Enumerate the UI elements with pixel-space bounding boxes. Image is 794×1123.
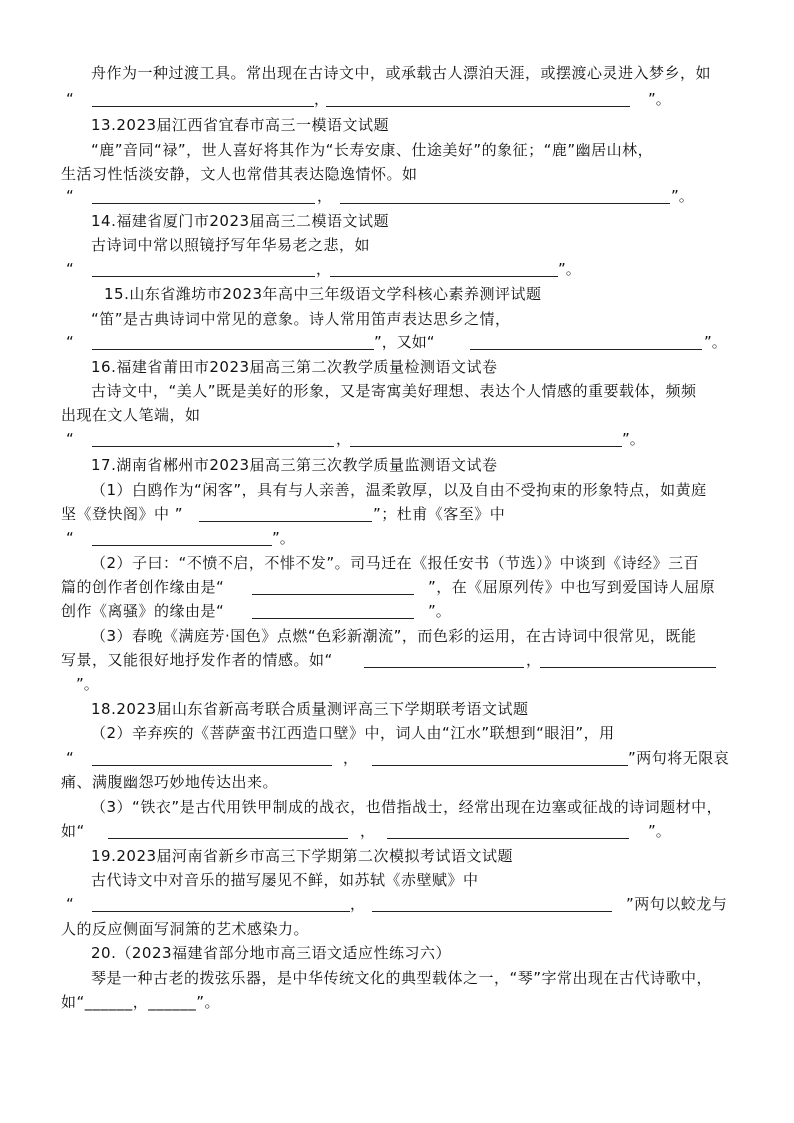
text-line: 如“ — [61, 822, 85, 840]
answer-blank[interactable] — [92, 203, 315, 204]
text-line: （3）“铁衣”是古代用铁甲制成的战衣，也借指战士，经常出现在边塞或征战的诗词题材中， — [91, 798, 723, 816]
answer-blank[interactable] — [326, 106, 630, 107]
answer-blank[interactable] — [92, 276, 315, 277]
close-quote-period: ”。 — [428, 602, 451, 620]
youru-text: ”，又如“ — [374, 333, 435, 351]
text-line: 痛、满腹幽怨巧妙地传达出来。 — [61, 773, 279, 791]
text-line: 篇的创作者创作缘由是“ — [61, 578, 225, 596]
answer-blank[interactable] — [92, 911, 350, 912]
answer-blank[interactable] — [252, 618, 414, 619]
answer-blank[interactable] — [470, 349, 702, 350]
close-quote-period: ”。 — [648, 822, 671, 840]
text-line: 如“______，______”。 — [61, 993, 221, 1011]
answer-blank[interactable] — [92, 349, 374, 350]
open-quote: “ — [66, 187, 74, 205]
text-line: “笛”是古典诗词中常见的意象。诗人常用笛声表达思乡之情， — [91, 310, 511, 328]
answer-blank[interactable] — [387, 838, 629, 839]
question-heading: 18.2023届山东省新高考联合质量测评高三下学期联考语文试题 — [91, 700, 529, 718]
comma: ， — [317, 187, 333, 205]
text-line: （1）白鸥作为“闲客”，具有与人亲善，温柔敦厚，以及自由不受拘束的形象特点，如黄庭 — [91, 481, 707, 499]
close-quote-period: ”。 — [558, 260, 581, 278]
comma: ， — [360, 822, 376, 840]
text-line: ”两句以蛟龙与 — [626, 895, 728, 913]
text-line: 古诗文中，“美人”既是美好的形象，又是寄寓美好理想、表达个人情感的重要载体，频频 — [91, 382, 697, 400]
question-heading: 20.（2023福建省部分地市高三语文适应性练习六） — [91, 944, 452, 962]
text-line: 写景，又能很好地抒发作者的情感。如“ — [61, 651, 333, 669]
text-line: 古诗词中常以照镜抒写年华易老之悲，如 — [91, 236, 371, 254]
answer-blank[interactable] — [350, 446, 622, 447]
close-quote-period: ”。 — [76, 675, 99, 693]
answer-blank[interactable] — [199, 521, 372, 522]
text-line: “鹿”音同“禄”，世人喜好将其作为“长寿安康、仕途美好”的象征；“鹿”幽居山林， — [91, 141, 654, 159]
open-quote: “ — [66, 260, 74, 278]
text-line: 生活习性恬淡安静，文人也常借其表达隐逸情怀。如 — [61, 165, 418, 183]
comma: ， — [526, 651, 542, 669]
open-quote: “ — [66, 430, 74, 448]
answer-blank[interactable] — [252, 594, 414, 595]
answer-blank[interactable] — [364, 667, 524, 668]
comma: ， — [316, 260, 332, 278]
answer-blank[interactable] — [92, 106, 314, 107]
answer-blank[interactable] — [92, 545, 272, 546]
text-line: 舟作为一种过渡工具。常出现在古诗文中，或承载古人漂泊天涯，或摆渡心灵进入梦乡，如 — [91, 64, 712, 82]
open-quote: “ — [66, 529, 74, 547]
text-line: ”，在《屈原列传》中也写到爱国诗人屈原 — [428, 578, 716, 596]
text-line: ”两句将无限哀 — [628, 749, 730, 767]
open-quote: “ — [66, 333, 74, 351]
question-heading: 16.福建省莆田市2023届高三第二次教学质量检测语文试卷 — [91, 358, 498, 376]
text-line: 琴是一种古老的拨弦乐器，是中华传统文化的典型载体之一，“琴”字常出现在古代诗歌中， — [91, 969, 713, 987]
text-line: 人的反应侧面写洞箫的艺术感染力。 — [61, 920, 310, 938]
comma: ， — [314, 90, 330, 108]
close-quote-period: ”。 — [622, 430, 645, 448]
answer-blank[interactable] — [540, 667, 716, 668]
answer-blank[interactable] — [330, 276, 558, 277]
question-heading: 19.2023届河南省新乡市高三下学期第二次模拟考试语文试题 — [91, 847, 514, 865]
text-line: 古代诗文中对音乐的描写屡见不鲜，如苏轼《赤壁赋》中 — [91, 871, 479, 889]
answer-blank[interactable] — [340, 203, 670, 204]
answer-blank[interactable] — [108, 838, 348, 839]
question-heading: 15.山东省潍坊市2023年高中三年级语文学科核心素养测评试题 — [104, 285, 542, 303]
text-line: 出现在文人笔端，如 — [61, 406, 201, 424]
answer-blank[interactable] — [92, 446, 334, 447]
text-line: ”；杜甫《客至》中 — [373, 505, 506, 523]
text-line: （2）子曰：“不愤不启，不悱不发”。司马迁在《报任安书（节选）》中谈到《诗经》三百 — [91, 554, 700, 572]
question-heading: 17.湖南省郴州市2023届高三第三次教学质量监测语文试卷 — [91, 456, 498, 474]
text-line: 创作《离骚》的缘由是“ — [61, 602, 225, 620]
text-line: （3）春晚《满庭芳·国色》点燃“色彩新潮流”，而色彩的运用，在古诗词中很常见，既能 — [91, 627, 697, 645]
question-heading: 13.2023届江西省宜春市高三一模语文试题 — [91, 116, 390, 134]
close-quote-period: ”。 — [272, 529, 295, 547]
open-quote: “ — [66, 90, 74, 108]
answer-blank[interactable] — [372, 765, 628, 766]
answer-blank[interactable] — [372, 911, 612, 912]
comma: ， — [350, 895, 366, 913]
open-quote: “ — [66, 749, 74, 767]
comma: ， — [343, 749, 359, 767]
open-quote: “ — [66, 895, 74, 913]
answer-blank[interactable] — [92, 765, 332, 766]
close-quote-period: ”。 — [704, 333, 727, 351]
question-heading: 14.福建省厦门市2023届高三二模语文试题 — [91, 212, 390, 230]
close-quote-period: ”。 — [671, 187, 694, 205]
comma: ， — [336, 430, 352, 448]
text-line: （2）辛弃疾的《菩萨蛮书江西造口壁》中，词人由“江水”联想到“眼泪”，用 — [91, 724, 615, 742]
close-quote-period: ”。 — [648, 90, 671, 108]
text-line: 坚《登快阁》中 ” — [61, 505, 184, 523]
